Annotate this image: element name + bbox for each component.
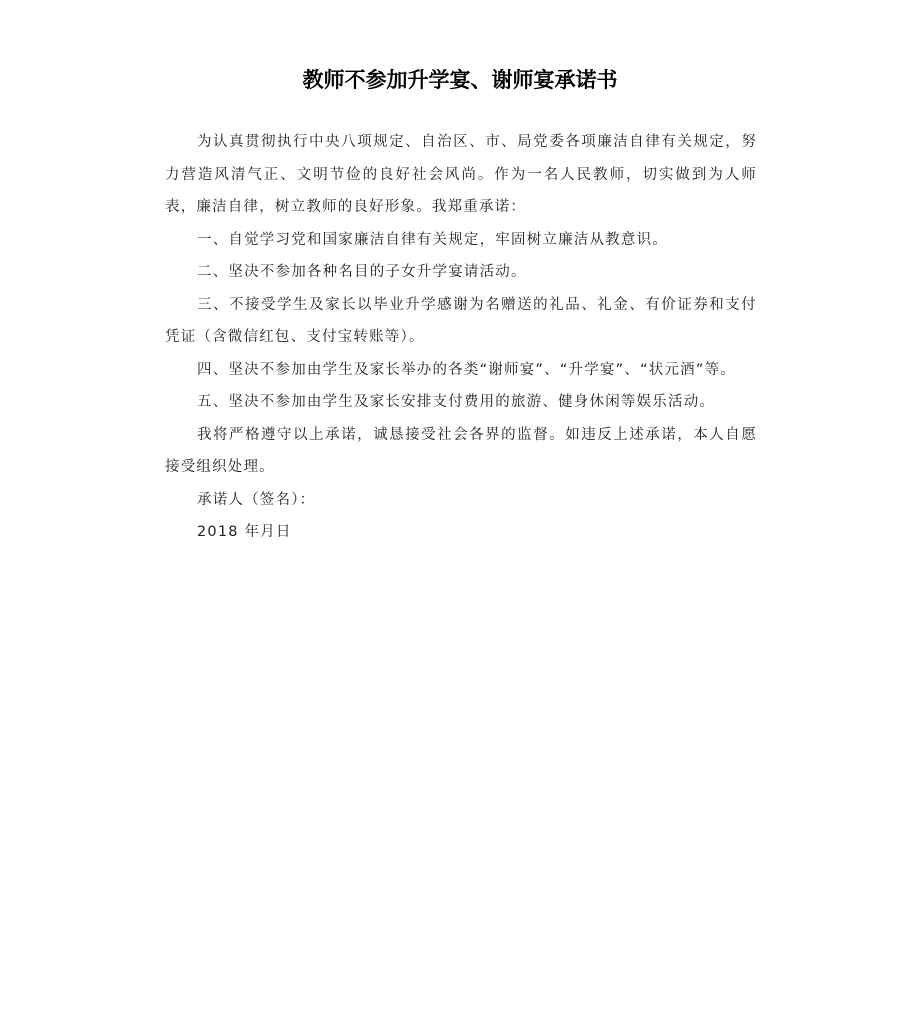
- pledge-item-5: 五、坚决不参加由学生及家长安排支付费用的旅游、健身休闲等娱乐活动。: [197, 394, 716, 410]
- document-title: 教师不参加升学宴、谢师宴承诺书: [302, 68, 618, 92]
- closing-paragraph: 我将严格遵守以上承诺，诚恳接受社会各界的监督。如违反上述承诺，本人自愿接受组织处理。: [165, 426, 757, 475]
- pledge-item-2: 二、坚决不参加各种名目的子女升学宴请活动。: [197, 264, 527, 280]
- pledge-item-1: 一、自觉学习党和国家廉洁自律有关规定，牢固树立廉洁从教意识。: [197, 231, 668, 248]
- signature-label: 承诺人（签名）：: [197, 491, 316, 508]
- pledge-item-3: 三、不接受学生及家长以毕业升学感谢为名赠送的礼品、礼金、有价证券和支付凭证（含微信红包、支付宝转账等）。: [165, 296, 757, 345]
- date-line: 2018 年月日: [197, 524, 292, 540]
- pledge-item-4: 四、坚决不参加由学生及家长举办的各类“谢师宴”、“升学宴”、“状元酒”等。: [197, 361, 736, 378]
- document-body: [165, 126, 757, 549]
- intro-paragraph: 为认真贯彻执行中央八项规定、自治区、市、局党委各项廉洁自律有关规定，努力营造风清气正、文明节俭的良好社会风尚。作为一名人民教师，切实做到为人师表，廉洁自律，树立教师的良好形象。我郑重承诺：: [165, 134, 757, 215]
